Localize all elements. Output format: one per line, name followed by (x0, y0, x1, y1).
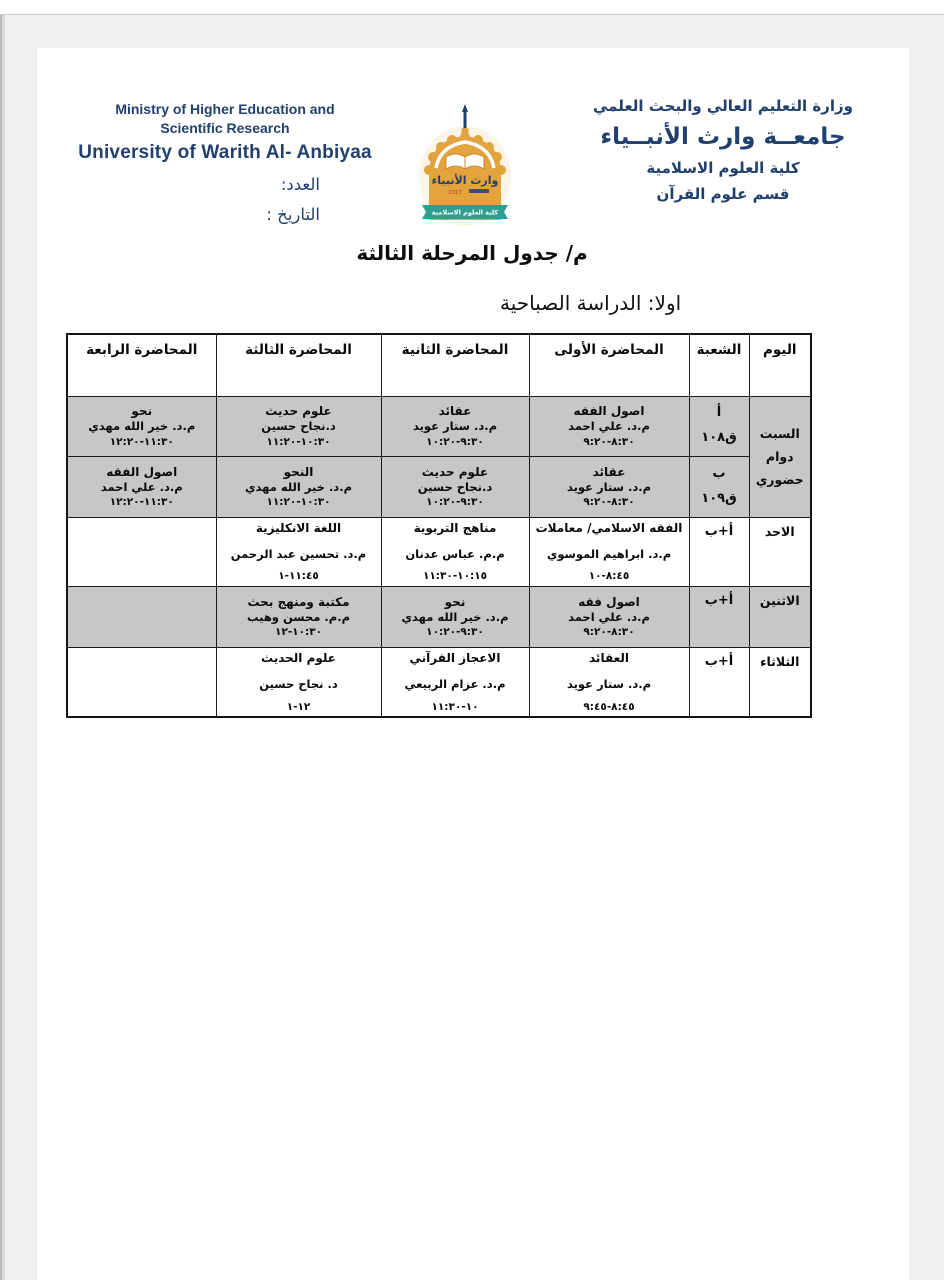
instructor-label: د.نجاح حسين (417, 479, 493, 494)
lecture-cell (529, 396, 689, 456)
section-cell (689, 456, 749, 517)
ministry-name-en-line1: Ministry of Higher Education and (115, 101, 335, 117)
subject-label: اصول الفقه (573, 404, 645, 419)
instructor-label: م.د. ستار عويد (566, 479, 652, 494)
lecture-cell (67, 396, 216, 456)
logo-ribbon-text: كلية العلوم الاسلامية (431, 208, 499, 217)
time-label: ١١:٣٠-١٢:٢٠ (109, 496, 174, 509)
instructor-label: م.د. ستار عويد (412, 419, 498, 434)
time-label: ١٠:٣٠-١٢ (274, 626, 323, 639)
time-label: ٩:٣٠-١٠:٢٠ (426, 496, 484, 509)
schedule-title: م/ جدول المرحلة الثالثة (356, 241, 588, 265)
lecture-cell (216, 396, 381, 456)
number-date-block (170, 170, 320, 229)
instructor-label: م.د. ستار عويد (566, 677, 652, 691)
lecture-cell (529, 517, 689, 586)
university-logo (417, 102, 513, 228)
subject-label: اللغة الانكليزية (255, 520, 342, 535)
instructor-label: م.د. عزام الربيعي (404, 677, 506, 691)
instructor-label: م.م. عباس عدنان (405, 546, 505, 561)
time-label: ٩:٣٠-١٠:٢٠ (426, 435, 484, 448)
table-row-monday (67, 586, 811, 647)
time-label: ٨:٤٥-٩:٤٥ (583, 700, 635, 713)
document-number-label: العدد: (280, 175, 320, 194)
ministry-name-ar: وزارة التعليم العالي والبحث العلمي (592, 97, 854, 115)
lecture-cell (216, 586, 381, 647)
subject-label: العقائد (589, 650, 629, 665)
time-label: ٨:٣٠-٩:٢٠ (583, 626, 635, 639)
header-lecture4: المحاضرة الرابعة (67, 334, 216, 396)
logo-calligraphy-text: وارث الأنبياء (431, 174, 499, 187)
instructor-label: م.د. خير الله مهدي (88, 419, 196, 434)
university-name-en: University of Warith Al- Anbiyaa (78, 141, 372, 163)
header-lecture1: المحاضرة الأولى (529, 334, 689, 396)
lecture-cell (216, 456, 381, 517)
instructor-label: م.د. تحسين عبد الرحمن (230, 546, 367, 561)
lecture-cell (381, 396, 529, 456)
lecture-cell (529, 647, 689, 717)
day-mode-line2: حضوري (755, 472, 804, 488)
time-label: ١٠:٣٠-١١:٢٠ (266, 435, 331, 448)
subject-label: علوم الحديث (261, 650, 336, 665)
time-label: ١٠-١١:٣٠ (431, 700, 479, 713)
instructor-label: د.نجاح حسين (261, 419, 336, 434)
section-cell: أ+ب (689, 586, 749, 647)
instructor-label: د. نجاح حسين (259, 677, 338, 691)
lecture-cell (381, 586, 529, 647)
university-name-ar: جامعــة وارث الأنبــياء (600, 124, 846, 150)
university-emblem-icon (417, 102, 513, 228)
scan-left-edge (0, 15, 5, 1280)
header-lecture3: المحاضرة الثالثة (216, 334, 381, 396)
instructor-label: م.د. علي احمد (568, 419, 650, 434)
subject-label: النحو (283, 464, 314, 479)
day-name: السبت (759, 425, 800, 441)
section-room: ق١٠٩ (701, 490, 737, 506)
logo-year-text: 2017 (448, 190, 462, 196)
subject-label: عقائد (438, 404, 472, 419)
ministry-name-en-line2: Scientific Research (160, 119, 290, 136)
lecture-cell (529, 586, 689, 647)
time-label: ٨:٤٥-١٠ (588, 570, 630, 583)
day-cell-saturday (749, 396, 811, 517)
lecture-cell-empty (67, 586, 216, 647)
time-label: ١١:٤٥-١ (278, 570, 319, 583)
header-section: الشعبة (689, 334, 749, 396)
section-cell (689, 396, 749, 456)
time-label: ١١:٣٠-١٢:٢٠ (109, 435, 174, 448)
instructor-label: م.د. خير الله مهدي (401, 609, 509, 624)
lecture-cell-empty (67, 647, 216, 717)
section-letter: ب (712, 465, 726, 481)
document-date-label: التاريخ : (266, 204, 320, 224)
section-room: ق١٠٨ (701, 430, 737, 445)
lecture-cell (67, 456, 216, 517)
subject-label: مناهج التربوية (413, 520, 497, 535)
subject-label: نحو (131, 404, 153, 419)
scan-divider-line (0, 14, 944, 15)
department-name-ar: قسم علوم القرآن (656, 185, 790, 203)
subject-label: عقائد (592, 464, 626, 479)
header-day: اليوم (749, 334, 811, 396)
day-mode-line1: دوام (765, 448, 794, 464)
subject-label: مكتبة ومنهج بحث (247, 594, 350, 609)
time-label: ٨:٣٠-٩:٢٠ (583, 435, 635, 448)
header-lecture2: المحاضرة الثانية (381, 334, 529, 396)
subject-label: اصول فقه (578, 594, 640, 609)
time-label: ٩:٣٠-١٠:٢٠ (426, 626, 484, 639)
table-header-row (67, 334, 811, 396)
day-cell-sunday: الاحد (749, 517, 811, 586)
instructor-label: م.د. ابراهيم الموسوي (546, 546, 672, 561)
schedule-table (66, 333, 812, 718)
subject-label: الفقه الاسلامي/ معاملات (535, 520, 683, 535)
header-english-block (60, 100, 390, 164)
lecture-cell (381, 456, 529, 517)
table-row-saturday-b (67, 456, 811, 517)
time-label: ١٢-١ (286, 700, 311, 713)
section-cell: أ+ب (689, 517, 749, 586)
college-name-ar: كلية العلوم الاسلامية (646, 159, 800, 177)
subject-label: علوم حديث (265, 404, 332, 419)
lecture-cell (529, 456, 689, 517)
lecture-cell (381, 647, 529, 717)
day-cell-tuesday: الثلاثاء (749, 647, 811, 717)
subject-label: علوم حديث (421, 464, 489, 479)
time-label: ٨:٣٠-٩:٢٠ (583, 496, 635, 509)
scan-top-strip (0, 0, 944, 14)
instructor-label: م.د. خير الله مهدي (244, 479, 353, 494)
time-label: ١٠:٣٠-١١:٢٠ (266, 496, 331, 509)
lecture-cell (216, 517, 381, 586)
day-cell-monday: الاثنين (749, 586, 811, 647)
lecture-cell (216, 647, 381, 717)
time-label: ١٠:١٥-١١:٣٠ (422, 570, 488, 583)
header-arabic-block (540, 97, 906, 203)
schedule-subtitle: اولا: الدراسة الصباحية (500, 291, 682, 315)
subject-label: نحو (444, 594, 466, 609)
lecture-cell (381, 517, 529, 586)
lecture-cell-empty (67, 517, 216, 586)
table-row-sunday (67, 517, 811, 586)
section-cell: أ+ب (689, 647, 749, 717)
table-row-saturday-a (67, 396, 811, 456)
subject-label: الاعجاز القرآني (409, 650, 501, 665)
instructor-label: م.د. علي احمد (568, 609, 650, 624)
table-row-tuesday (67, 647, 811, 717)
instructor-label: م.م. محسن وهيب (246, 609, 351, 624)
section-letter: أ (716, 405, 722, 421)
instructor-label: م.د. علي احمد (100, 479, 183, 494)
subject-label: اصول الفقه (106, 464, 178, 479)
